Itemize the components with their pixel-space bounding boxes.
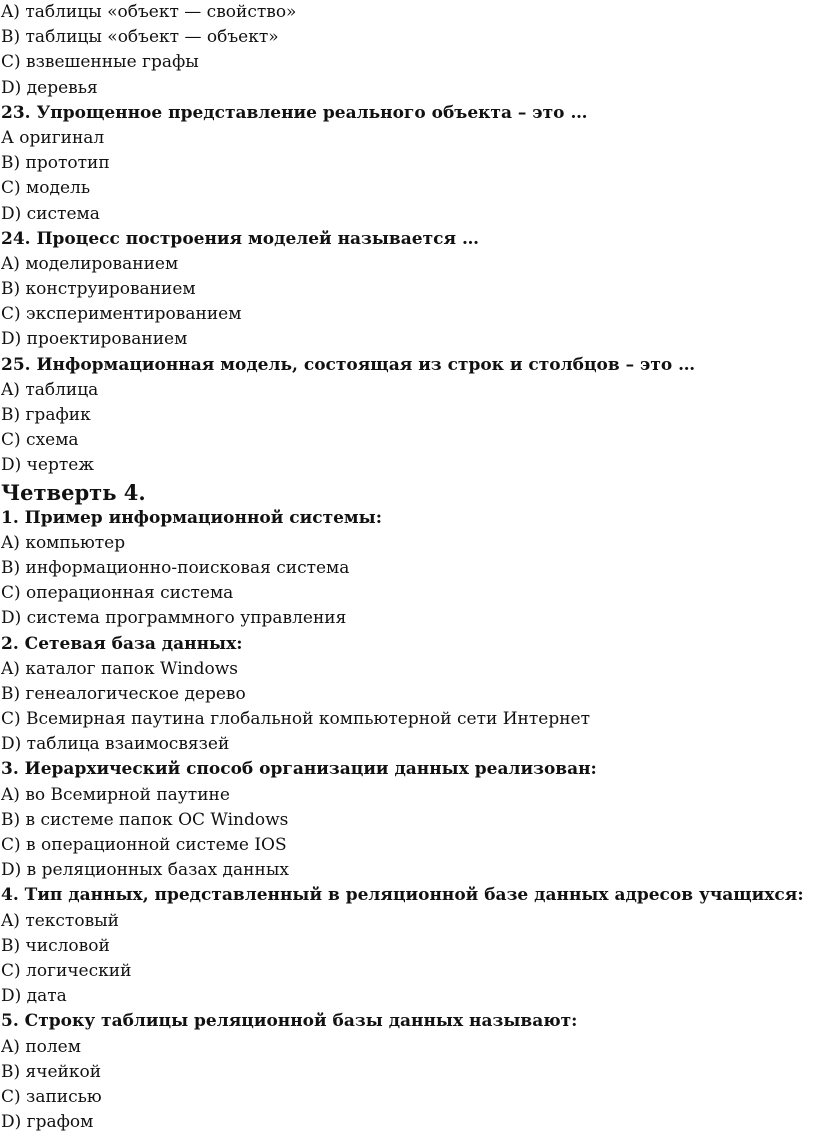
question-text: 24. Процесс построения моделей называется …: [1, 228, 479, 249]
option-d: D) таблица взаимосвязей: [1, 734, 230, 755]
option-a: A) компьютер: [1, 532, 126, 553]
question-24: [1, 227, 813, 353]
option-b: B) ячейкой: [1, 1061, 102, 1082]
question-text: 4. Тип данных, представленный в реляционной базе данных адресов учащихся:: [1, 885, 804, 906]
question-23: [1, 101, 813, 227]
option-b: B) информационно-поисковая система: [1, 557, 350, 578]
option-d: D) чертеж: [1, 455, 94, 476]
document-page: [1, 0, 813, 1135]
option-c: C) в операционной системе IOS: [1, 835, 287, 855]
option-d: D) в реляционных базах данных: [1, 860, 289, 881]
option-c: C) взвешенные графы: [1, 52, 199, 73]
option-a: A) во Всемирной паутине: [1, 784, 230, 805]
option-b: B) числовой: [1, 935, 110, 956]
option-d: D) графом: [1, 1112, 94, 1133]
s4-question-1: [1, 506, 813, 632]
s4-question-5: [1, 1009, 813, 1135]
option-c: C) записью: [1, 1086, 102, 1107]
option-b: B) в системе папок ОС Windows: [1, 809, 289, 830]
option-a: А оригинал: [1, 127, 105, 148]
option-a: A) текстовый: [1, 910, 119, 931]
option-c: C) Всемирная паутина глобальной компьютерной сети Интернет: [1, 709, 591, 730]
option-d: D) проектированием: [1, 329, 188, 350]
option-d: D) система программного управления: [1, 608, 347, 629]
question-25: [1, 353, 813, 479]
option-c: C) модель: [1, 178, 91, 199]
option-c: C) операционная система: [1, 583, 234, 604]
option-c: C) логический: [1, 960, 132, 981]
question-text: 2. Сетевая база данных:: [1, 633, 243, 654]
option-d: D) деревья: [1, 77, 98, 98]
s4-question-3: [1, 757, 813, 883]
option-a: A) таблицы «объект — свойство»: [1, 2, 297, 22]
question-text: 1. Пример информационной системы:: [1, 507, 382, 528]
question-text: 23. Упрощенное представление реального объекта – это …: [1, 102, 588, 123]
option-a: A) таблица: [1, 379, 99, 400]
option-b: B) график: [1, 405, 91, 425]
option-a: A) моделированием: [1, 253, 179, 274]
question-text: 25. Информационная модель, состоящая из строк и столбцов – это …: [1, 354, 696, 375]
option-c: C) экспериментированием: [1, 304, 242, 325]
option-b: B) прототип: [1, 153, 110, 174]
option-a: A) полем: [1, 1036, 81, 1057]
option-b: B) таблицы «объект — объект»: [1, 27, 279, 48]
option-b: B) конструированием: [1, 279, 196, 300]
section-heading: Четверть 4.: [1, 479, 146, 505]
option-d: D) дата: [1, 986, 67, 1007]
question-22-options: [1, 0, 813, 101]
s4-question-4: [1, 883, 813, 1009]
option-b: B) генеалогическое дерево: [1, 683, 246, 704]
question-text: 3. Иерархический способ организации данных реализован:: [1, 759, 597, 780]
option-c: C) схема: [1, 430, 79, 451]
question-text: 5. Строку таблицы реляционной базы данных называют:: [1, 1011, 578, 1032]
s4-question-2: [1, 632, 813, 758]
option-a: A) каталог папок Windows: [1, 658, 238, 679]
option-d: D) система: [1, 203, 100, 224]
